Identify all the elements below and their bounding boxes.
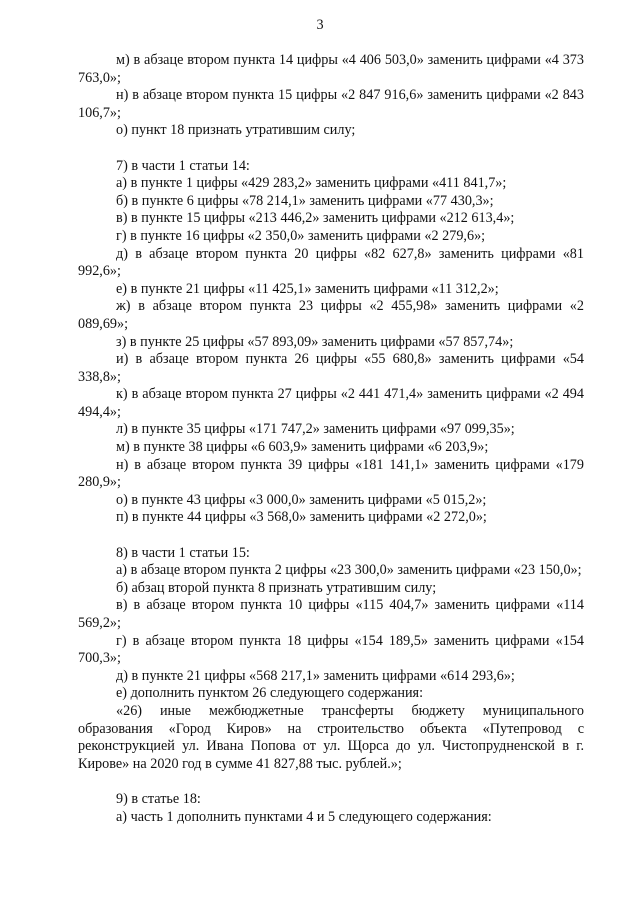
section-heading: 9) в статье 18:: [116, 790, 201, 807]
paragraph: м) в пункте 38 цифры «6 603,9» заменить цифрами «6 203,9»;: [116, 439, 489, 456]
section-heading: 7) в части 1 статьи 14:: [116, 157, 250, 174]
paragraph: и) в абзаце втором пункта 26 цифры «55 680,8» заменить цифрами «54 338,8»;: [78, 351, 584, 385]
paragraph: а) в абзаце втором пункта 2 цифры «23 300,0» заменить цифрами «23 150,0»;: [116, 562, 582, 579]
paragraph: п) в пункте 44 цифры «3 568,0» заменить цифрами «2 272,0»;: [116, 509, 487, 526]
paragraph: м) в абзаце втором пункта 14 цифры «4 406 503,0» заменить цифрами «4 373 763,0»;: [78, 52, 584, 86]
section-heading: 8) в части 1 статьи 15:: [116, 544, 250, 561]
paragraph: г) в пункте 16 цифры «2 350,0» заменить цифрами «2 279,6»;: [116, 227, 486, 244]
blank-line: [78, 773, 584, 791]
page-number: 3: [316, 17, 324, 33]
paragraph: н) в абзаце втором пункта 15 цифры «2 847 916,6» заменить цифрами «2 843 106,7»;: [78, 87, 584, 121]
paragraph: б) в пункте 6 цифры «78 214,1» заменить цифрами «77 430,3»;: [116, 192, 494, 209]
document-body: [78, 52, 584, 826]
paragraph: б) абзац второй пункта 8 признать утратившим силу;: [116, 579, 437, 596]
paragraph: л) в пункте 35 цифры «171 747,2» заменить цифрами «97 099,35»;: [116, 421, 515, 438]
paragraph: о) пункт 18 признать утратившим силу;: [116, 122, 356, 139]
paragraph: ж) в абзаце втором пункта 23 цифры «2 455,98» заменить цифрами «2 089,69»;: [78, 298, 584, 332]
paragraph: е) в пункте 21 цифры «11 425,1» заменить цифрами «11 312,2»;: [116, 280, 499, 297]
quoted-paragraph: «26) иные межбюджетные трансферты бюджету муниципального образования «Город Киров» на строительство объекта «Путепровод с реконструкцией ул. Ивана Попова от ул. Щорса до ул. Чистопрудненской в г. Кирове» на 2020 год в сумме 41 827,88 тыс. рублей.»;: [78, 702, 584, 772]
paragraph: н) в абзаце втором пункта 39 цифры «181 141,1» заменить цифрами «179 280,9»;: [78, 456, 584, 491]
paragraph: в) в абзаце втором пункта 10 цифры «115 404,7» заменить цифрами «114 569,2»;: [78, 597, 584, 631]
paragraph: а) в пункте 1 цифры «429 283,2» заменить цифрами «411 841,7»;: [116, 175, 507, 192]
paragraph: г) в абзаце втором пункта 18 цифры «154 189,5» заменить цифрами «154 700,3»;: [78, 632, 584, 667]
paragraph: а) часть 1 дополнить пунктами 4 и 5 следующего содержания:: [116, 808, 492, 825]
paragraph: о) в пункте 43 цифры «3 000,0» заменить цифрами «5 015,2»;: [116, 491, 487, 508]
paragraph: д) в пункте 21 цифры «568 217,1» заменить цифрами «614 293,6»;: [116, 667, 515, 684]
paragraph: к) в абзаце втором пункта 27 цифры «2 441 471,4» заменить цифрами «2 494 494,4»;: [78, 386, 584, 420]
paragraph: д) в абзаце втором пункта 20 цифры «82 627,8» заменить цифрами «81 992,6»;: [78, 245, 584, 280]
paragraph: в) в пункте 15 цифры «213 446,2» заменить цифрами «212 613,4»;: [116, 210, 515, 227]
paragraph: е) дополнить пунктом 26 следующего содержания:: [116, 685, 424, 702]
blank-line: [78, 140, 584, 158]
paragraph: з) в пункте 25 цифры «57 893,09» заменить цифрами «57 857,74»;: [116, 333, 514, 350]
blank-line: [78, 527, 584, 545]
